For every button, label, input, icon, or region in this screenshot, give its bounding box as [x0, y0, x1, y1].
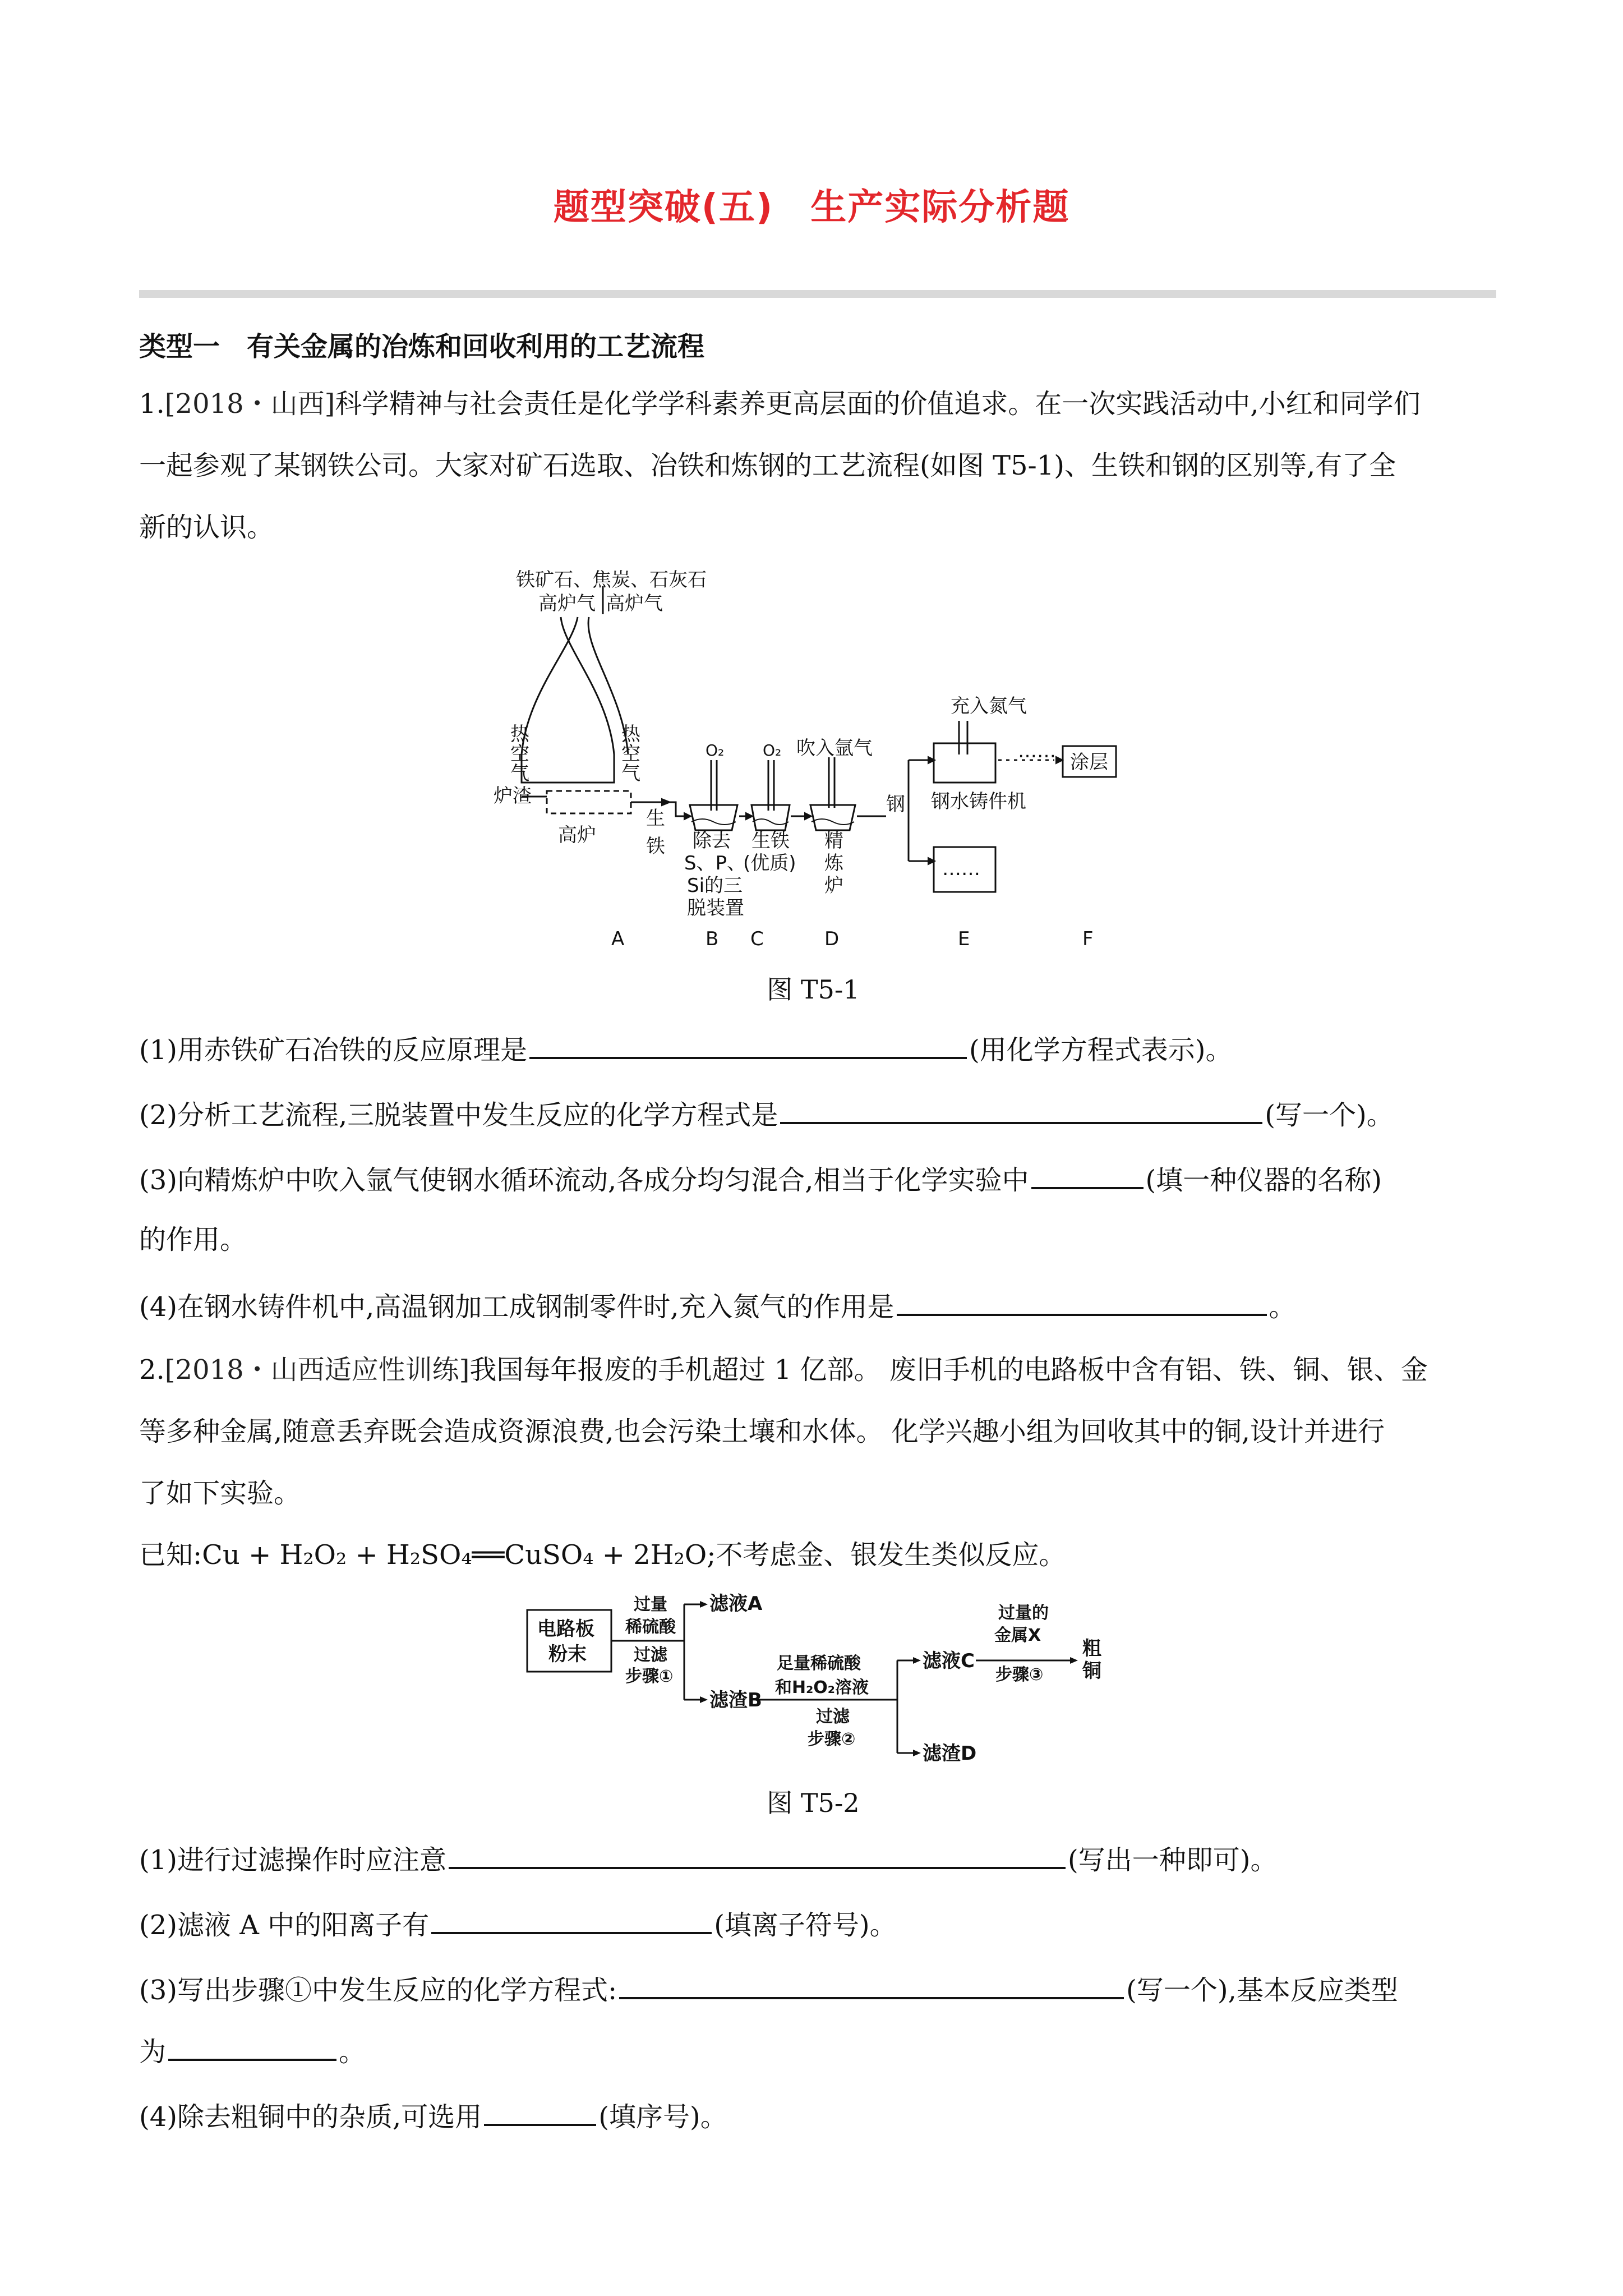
fig2-reagent3-2: 金属X: [994, 1626, 1041, 1645]
vessel-b: [690, 805, 737, 830]
figure-t5-1: [494, 569, 1122, 951]
page-title: 题型突破(五) 生产实际分析题: [553, 187, 1070, 228]
fig2-filtrate-a: 滤液A: [709, 1593, 763, 1615]
q2-number: 2.: [139, 1354, 165, 1386]
fig1-b-label-2: S、P、: [684, 852, 746, 875]
fig1-b-label-3: Si的三: [687, 875, 743, 897]
fig1-steel: 钢: [886, 793, 905, 816]
furnace-left-wall: [522, 617, 614, 783]
answer-blank-q1-1[interactable]: [529, 1031, 967, 1059]
fig1-dots: ……: [1018, 740, 1056, 762]
fig2-step2-1: 过滤: [816, 1707, 850, 1727]
answer-blank-q1-4[interactable]: [897, 1288, 1267, 1316]
fig2-reagent2-1: 足量稀硫酸: [777, 1654, 861, 1673]
fig1-hot-air-left-2: 空: [510, 743, 529, 765]
q1-sub-3: (3)向精炼炉中吹入氩气使钢水循环流动,各成分均匀混合,相当于化学实验中 (填一种仪器的名称): [139, 1161, 1382, 1197]
fig2-residue-d: 滤渣D: [923, 1742, 977, 1765]
q2-sub-4: (4)除去粗铜中的杂质,可选用 (填序号)。: [139, 2098, 727, 2134]
fig2-residue-b: 滤渣B: [709, 1689, 762, 1711]
fig1-blow-argon: 吹入氩气: [796, 737, 873, 760]
fig1-letter-d: D: [824, 928, 840, 950]
q1-line-1: [139, 387, 1421, 421]
q2-text-1: 我国每年报废的手机超过 1 亿部。 废旧手机的电路板中含有铝、铁、铜、银、金: [469, 1354, 1428, 1386]
fig1-d-label-2: 炼: [824, 852, 843, 875]
fig1-hot-air-left-3: 气: [510, 762, 529, 785]
q1-sub-4: (4)在钢水铸件机中,高温钢加工成钢制零件时,充入氮气的作用是 。: [139, 1288, 1296, 1324]
answer-blank-q2-2[interactable]: [431, 1906, 712, 1934]
fig1-d-label-3: 炉: [824, 875, 843, 897]
fig1-letter-f: F: [1082, 928, 1094, 950]
fig2-step1-2: 步骤①: [625, 1667, 674, 1686]
fig1-letter-e: E: [958, 928, 970, 950]
q1-sub-2: (2)分析工艺流程,三脱装置中发生反应的化学方程式是 (写一个)。: [139, 1096, 1394, 1132]
q2-sub-3-cont: 为 。: [139, 2033, 366, 2069]
fig1-o2-c: O₂: [763, 741, 782, 760]
figure-t5-1-caption: 图 T5-1: [767, 974, 860, 1005]
caster-box: [934, 743, 995, 783]
arrow-a: [662, 799, 670, 806]
fig2-step3: 步骤③: [995, 1665, 1044, 1685]
fig1-hot-air-right-3: 气: [621, 762, 640, 785]
fig2-box-line-1: 电路板: [537, 1618, 594, 1640]
fig2-reagent1-1: 过量: [634, 1595, 667, 1614]
fig1-fill-nitrogen: 充入氮气: [951, 695, 1027, 717]
fig1-slag: 炉渣: [494, 785, 532, 807]
fig1-hot-air-right-2: 空: [621, 743, 640, 765]
fig1-gas-left: 高炉气: [538, 592, 596, 615]
q2-sub-2: (2)滤液 A 中的阳离子有 (填离子符号)。: [139, 1906, 897, 1942]
fig1-b-label-4: 脱装置: [687, 897, 744, 919]
answer-blank-q2-3[interactable]: [619, 1971, 1124, 1999]
section-heading: 类型一 有关金属的冶炼和回收利用的工艺流程: [139, 331, 705, 362]
answer-blank-q2-1[interactable]: [449, 1841, 1066, 1869]
answer-blank-q2-3b[interactable]: [168, 2033, 336, 2061]
q1-source: [2018・山西]: [164, 388, 335, 420]
q2-sub-1: (1)进行过滤操作时应注意 (写出一种即可)。: [139, 1841, 1277, 1877]
title-divider: [139, 290, 1496, 298]
fig1-c-label-2: (优质): [743, 852, 796, 875]
q2-line-3: 了如下实验。: [139, 1478, 301, 1509]
answer-blank-q1-2[interactable]: [780, 1096, 1262, 1124]
fig2-reagent3-1: 过量的: [998, 1603, 1049, 1623]
fig1-letter-a: A: [611, 928, 625, 950]
q1-sub-1: (1)用赤铁矿石冶铁的反应原理是 (用化学方程式表示)。: [139, 1031, 1232, 1067]
q2-known: 已知:Cu + H₂O₂ + H₂SO₄══CuSO₄ + 2H₂O;不考虑金、银发生类似反应。: [139, 1539, 1066, 1571]
vessel-c: [751, 805, 790, 830]
fig1-b-label-1: 除去: [693, 830, 731, 852]
fig2-filtrate-c: 滤液C: [923, 1650, 975, 1672]
fig2-box-line-2: 粉末: [548, 1643, 587, 1665]
figure-t5-2: [522, 1588, 1116, 1773]
vessel-d: [810, 805, 855, 830]
q1-sub-3-cont: 的作用。: [139, 1224, 247, 1255]
q2-line-1: [139, 1353, 1428, 1387]
fig1-hot-air-left-1: 热: [510, 723, 529, 746]
fig2-step1-1: 过滤: [634, 1645, 667, 1665]
fig1-caster: 钢水铸件机: [931, 790, 1026, 813]
fig2-reagent1-2: 稀硫酸: [625, 1617, 676, 1637]
fig2-product-1: 粗: [1082, 1637, 1101, 1660]
fig1-dots-2: ……: [942, 858, 980, 880]
fig1-d-label-1: 精: [824, 830, 843, 852]
q2-source: [2018・山西适应性训练]: [164, 1354, 470, 1386]
fig1-furnace: 高炉: [558, 824, 596, 846]
fig1-o2-b: O₂: [706, 741, 725, 760]
fig1-pig-iron-1: 生: [646, 807, 665, 830]
fig1-pig-iron-2: 铁: [646, 835, 665, 858]
answer-blank-q1-3[interactable]: [1031, 1161, 1144, 1189]
figure-t5-2-caption: 图 T5-2: [767, 1788, 860, 1818]
fig1-c-label-1: 生铁: [751, 830, 790, 852]
q1-line-3: 新的认识。: [139, 512, 274, 543]
fig2-reagent2-2: 和H₂O₂溶液: [775, 1678, 869, 1697]
fig1-coating: 涂层: [1070, 751, 1108, 774]
fig1-hot-air-right-1: 热: [621, 723, 640, 746]
q1-number: 1.: [139, 388, 165, 420]
fig2-step2-2: 步骤②: [808, 1729, 856, 1749]
furnace-hearth: [547, 791, 631, 813]
answer-blank-q2-4[interactable]: [484, 2098, 596, 2126]
q2-sub-3: (3)写出步骤①中发生反应的化学方程式: (写一个),基本反应类型: [139, 1971, 1398, 2007]
fig2-product-2: 铜: [1082, 1660, 1101, 1682]
fig1-letter-b: B: [706, 928, 719, 950]
q2-line-2: 等多种金属,随意丢弃既会造成资源浪费,也会污染土壤和水体。 化学兴趣小组为回收其中的铜,设计并进行: [139, 1416, 1385, 1447]
q1-text-1: 科学精神与社会责任是化学学科素养更高层面的价值追求。在一次实践活动中,小红和同学们: [335, 388, 1421, 420]
fig1-letter-c: C: [750, 928, 764, 950]
q1-line-2: 一起参观了某钢铁公司。大家对矿石选取、冶铁和炼钢的工艺流程(如图 T5-1)、生铁和钢的区别等,有了全: [139, 450, 1396, 481]
fig1-feed: 铁矿石、焦炭、石灰石: [516, 569, 707, 591]
fig1-gas-right: 高炉气: [606, 592, 663, 615]
branch: [909, 760, 934, 861]
